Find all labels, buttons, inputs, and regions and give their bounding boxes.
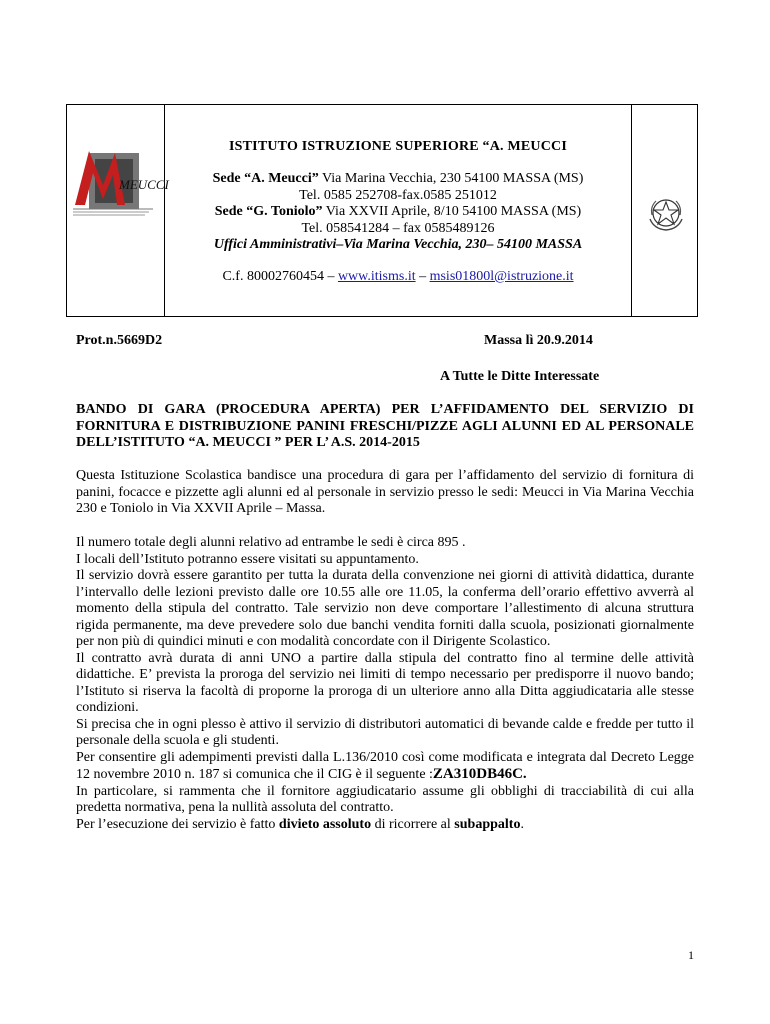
- svg-text:MEUCCI: MEUCCI: [119, 177, 169, 192]
- visit-note: I locali dell’Istituto potranno essere visitati su appuntamento.: [76, 551, 419, 567]
- logo-cell: [67, 105, 169, 316]
- sede-toniolo: Sede “G. Toniolo” Via XXVII Aprile, 8/10 54100 MASSA (MS): [214, 204, 582, 219]
- service-paragraph: Il servizio dovrà essere garantito per tutta la durata della convenzione nei giorni di attività didattica, durante l’intervallo delle lezioni previsto dalle ore 10.55 alle ore 11.05, la conferma dell’orario effettivo avverrà al momento della stipula del contratto. Tale servizio non deve comportare l’allestimento di alcuna struttura rigida permanente, ma deve prevedere solo due banchi vendita forniti dalla scuola, posizionati giornalmente per non più di quindici minuti e con modalità concordate con il Dirigente Scolastico.: [76, 568, 694, 649]
- meucci-logo: [69, 145, 169, 225]
- institute-name: ISTITUTO ISTRUZIONE SUPERIORE “A. MEUCCI: [229, 139, 567, 154]
- protocol-number: Prot.n.5669D2: [76, 333, 163, 348]
- addresses: [165, 171, 631, 254]
- sede-toniolo-tel: Tel. 058541284 – fax 0585489126: [301, 220, 495, 236]
- website-link[interactable]: www.itisms.it: [337, 269, 416, 284]
- traceability-note: In particolare, si rammenta che il fornitore aggiudicatario assume gli obblighi di tracciabilità di cui alla predetta normativa, pena la nullità assoluta del contratto.: [76, 783, 694, 815]
- cig-paragraph: Per consentire gli adempimenti previsti dalla L.136/2010 così come modificata e integrata dal Decreto Legge 12 novembre 2010 n. 187 si comunica che il CIG è il seguente :ZA310DB46C.: [76, 749, 694, 782]
- letterhead-table: [66, 104, 698, 317]
- fiscal-code-line: C.f. 80002760454 – www.itisms.it – msis01800l@istruzione.it: [222, 269, 574, 284]
- contract-duration: Il contratto avrà durata di anni UNO a partire dalla stipula del contratto fino al termine delle attività didattiche. E’ prevista la proroga del servizio nei limiti di tempo necessario per predisporre il nuovo bando; l’Istituto si riserva la facoltà di proporne la proroga di un ulteriore anno alla Ditta aggiudicataria alle stesse condizioni.: [76, 650, 694, 715]
- cig-code: ZA310DB46C.: [432, 766, 527, 782]
- italian-republic-emblem-icon: [644, 193, 688, 233]
- page-number: 1: [688, 948, 694, 962]
- institute-info: [165, 105, 631, 316]
- email-link[interactable]: msis01800l@istruzione.it: [429, 269, 574, 284]
- sede-meucci: Sede “A. Meucci” Via Marina Vecchia, 230 54100 MASSA (MS): [212, 171, 584, 186]
- vending-note: Si precisa che in ogni plesso è attivo il servizio di distributori automatici di bevande calde e fredde per tutto il personale della scuola e gli studenti.: [76, 716, 694, 748]
- intro-paragraph: Questa Istituzione Scolastica bandisce una procedura di gara per l’affidamento del servizio di fornitura di panini, focacce e pizzette agli alunni ed al personale in servizio presso le sedi: Meucci in Via Marina Vecchia 230 e Toniolo in Via XXVII Aprile – Massa.: [76, 468, 694, 516]
- conditions-body: [76, 535, 694, 833]
- tender-title: BANDO DI GARA (PROCEDURA APERTA) PER L’AFFIDAMENTO DEL SERVIZIO DI FORNITURA E DISTRIBUZIONE PANINI FRESCHI/PIZZE AGLI ALUNNI ED AL PERSONALE DELL’ISTITUTO “A. MEUCCI ” PER L’ A.S. 2014-2015: [76, 402, 694, 450]
- student-count: Il numero totale degli alunni relativo ad entrambe le sedi è circa 895 .: [76, 535, 466, 550]
- emblem-cell: [631, 105, 697, 316]
- subcontract-note: Per l’esecuzione dei servizio è fatto divieto assoluto di ricorrere al subappalto.: [76, 816, 524, 832]
- sede-meucci-tel: Tel. 0585 252708-fax.0585 251012: [299, 187, 497, 203]
- document-date: Massa lì 20.9.2014: [484, 333, 593, 348]
- uffici-amministrativi: Uffici Amministrativi–Via Marina Vecchia, 230– 54100 MASSA: [213, 237, 583, 252]
- recipient: A Tutte le Ditte Interessate: [440, 369, 600, 384]
